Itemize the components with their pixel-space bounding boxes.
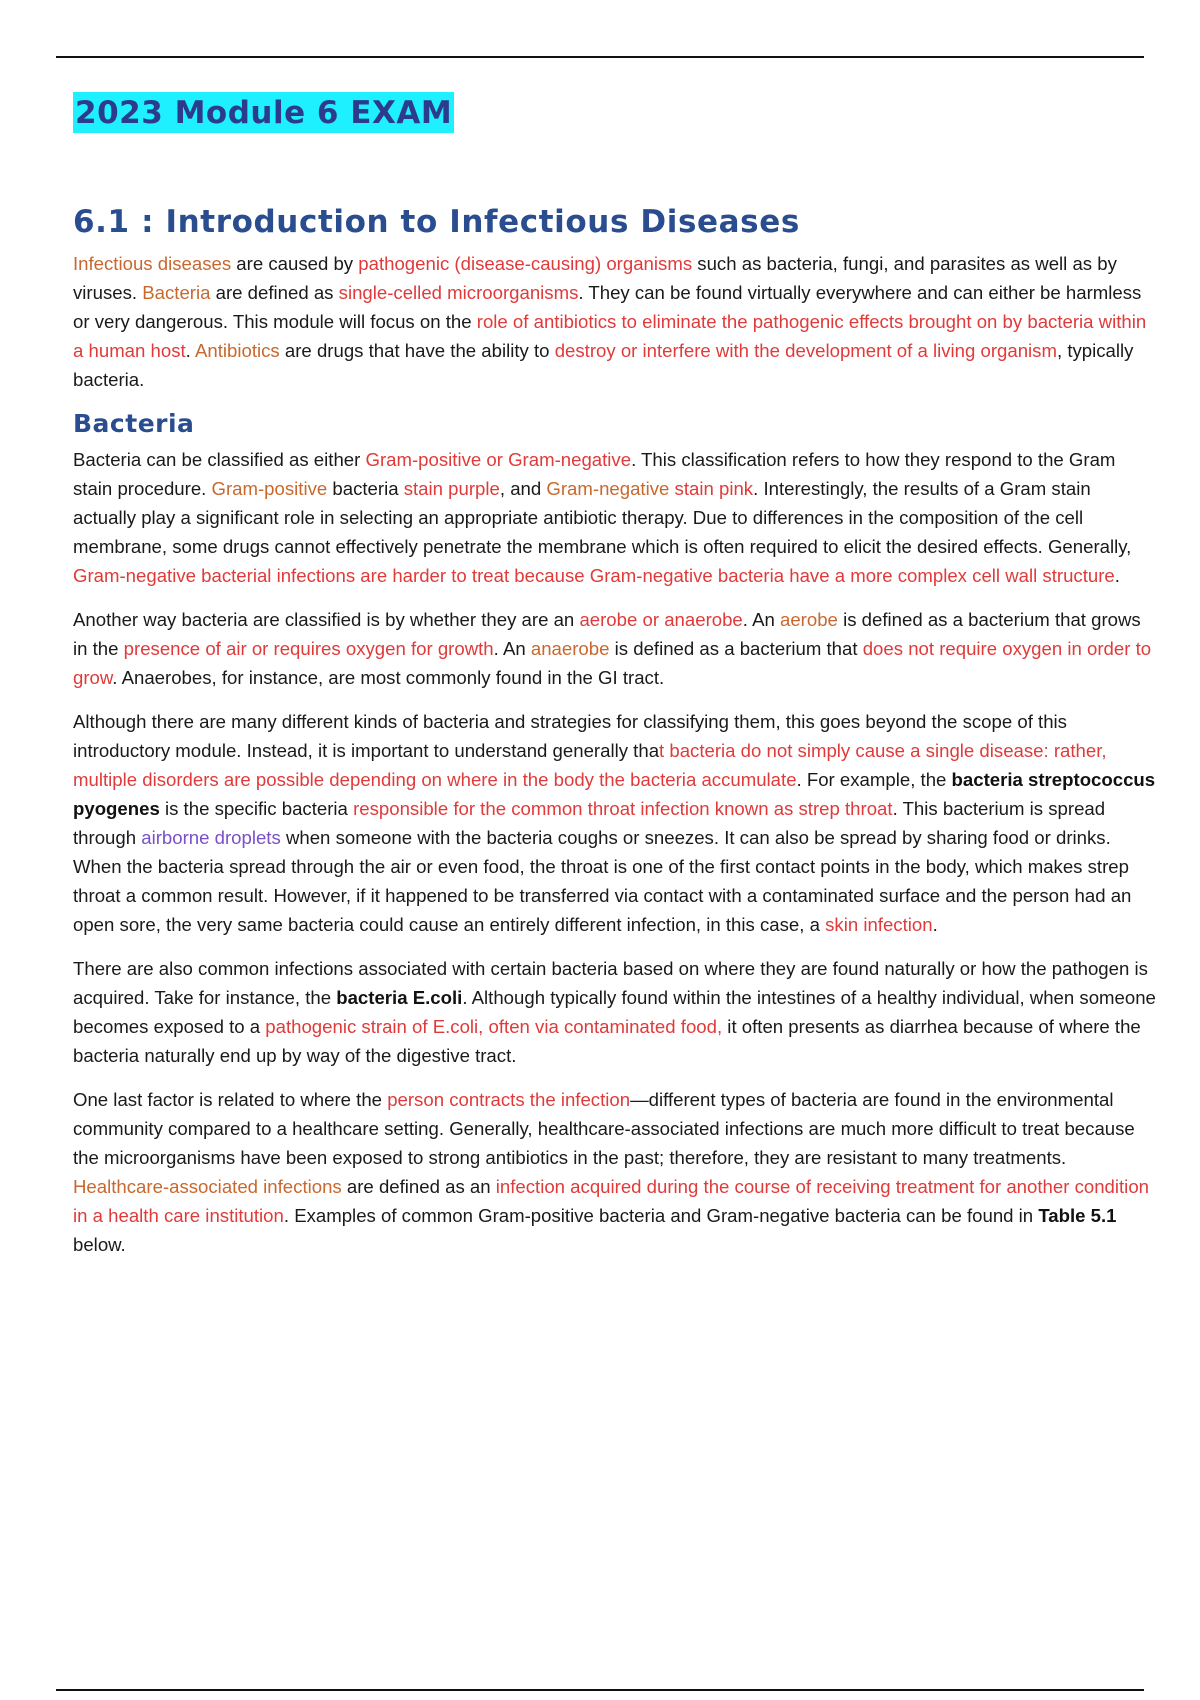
highlighted-term: Gram-positive or Gram-negative — [365, 449, 632, 470]
exam-title: 2023 Module 6 EXAM — [73, 92, 454, 133]
gram-stain-paragraph — [73, 445, 1158, 590]
bold-term: bacteria streptococcus pyogenes — [73, 769, 1156, 819]
text-run: . — [932, 914, 938, 935]
highlighted-term: t bacteria do not simply cause a single disease: rather, multiple disorders are possible depending on where in the body the bacteria accumulate — [73, 740, 1107, 790]
highlighted-term: person contracts the infection — [387, 1089, 631, 1110]
text-run: . This classification refers to how they respond to the Gram stain procedure. — [73, 449, 1116, 499]
text-run: is the specific bacteria — [159, 798, 354, 819]
highlighted-term: Gram-negative bacterial infections are harder to treat because Gram-negative bacteria have a more complex cell wall structure — [73, 565, 1115, 586]
text-run: . This bacterium is spread through — [73, 798, 1106, 848]
highlighted-term: Infectious diseases — [73, 253, 232, 274]
highlighted-term: skin infection — [825, 914, 933, 935]
text-run: . — [185, 340, 195, 361]
aerobe-paragraph — [73, 605, 1158, 692]
bottom-rule — [56, 1689, 1144, 1691]
text-run: . — [1114, 565, 1120, 586]
highlighted-term: pathogenic strain of E.coli, often via contaminated food, — [265, 1016, 723, 1037]
highlighted-term: single-celled microorganisms — [338, 282, 579, 303]
text-run: . Examples of common Gram-positive bacteria and Gram-negative bacteria can be found in — [283, 1205, 1039, 1226]
bacteria-heading: Bacteria — [73, 409, 195, 438]
highlighted-term: aerobe or anaerobe — [579, 609, 743, 630]
highlighted-term: infection acquired during the course of receiving treatment for another condition in a health care institution — [73, 1176, 1149, 1226]
text-run: Another way bacteria are classified is by whether they are an — [73, 609, 580, 630]
text-run: . An — [493, 638, 531, 659]
text-run: is defined as a bacterium that — [609, 638, 863, 659]
text-run: it often presents as diarrhea because of where the bacteria naturally end up by way of the digestive tract. — [73, 1016, 1141, 1066]
highlighted-term: pathogenic (disease-causing) organisms — [358, 253, 693, 274]
highlighted-term: does not require oxygen in order to grow — [73, 638, 1152, 688]
highlighted-term: stain purple — [403, 478, 500, 499]
text-run: is defined as a bacterium that grows in the — [73, 609, 1141, 659]
bold-term: bacteria E.coli — [336, 987, 463, 1008]
text-run: There are also common infections associated with certain bacteria based on where they are found naturally or how the pathogen is acquired. Take for instance, the — [73, 958, 1148, 1008]
text-run: bacteria — [327, 478, 404, 499]
text-run: . For example, the — [796, 769, 952, 790]
text-run: . They can be found virtually everywhere and can either be harmless or very dangerous. This module will focus on the — [73, 282, 1142, 332]
text-run: , typically bacteria. — [73, 340, 1134, 390]
text-run: are defined as an — [341, 1176, 496, 1197]
highlighted-term: aerobe — [780, 609, 838, 630]
highlighted-term: Bacteria — [142, 282, 211, 303]
highlighted-term: anaerobe — [530, 638, 610, 659]
highlighted-term: presence of air or requires oxygen for growth — [123, 638, 494, 659]
highlighted-term: Antibiotics — [194, 340, 280, 361]
strep-paragraph — [73, 707, 1158, 939]
highlighted-term: airborne droplets — [141, 827, 281, 848]
highlighted-term: role of antibiotics to eliminate the pathogenic effects brought on by bacteria within a human host — [73, 311, 1147, 361]
text-run: . Although typically found within the intestines of a healthy individual, when someone becomes exposed to a — [73, 987, 1156, 1037]
text-run: such as bacteria, fungi, and parasites as well as by viruses. — [73, 253, 1117, 303]
top-rule — [56, 56, 1144, 58]
highlighted-term: Gram-negative — [546, 478, 670, 499]
text-run: are drugs that have the ability to — [279, 340, 555, 361]
document-body — [73, 92, 1158, 1274]
text-run: Although there are many different kinds of bacteria and strategies for classifying them, this goes beyond the scope of this introductory module. Instead, it is important to understand generally tha — [73, 711, 1067, 761]
text-run: —different types of bacteria are found in the environmental community compared to a healthcare setting. Generally, healthcare-associated infections are much more difficult to treat because the microorganisms have been exposed to strong antibiotics in the past; therefore, they are resistant to many treatments. — [73, 1089, 1135, 1168]
section-title: 6.1 : Introduction to Infectious Diseases — [73, 204, 800, 240]
text-run: when someone with the bacteria coughs or sneezes. It can also be spread by sharing food or drinks. When the bacteria spread through the air or even food, the throat is one of the first contact points in the body, which makes strep throat a common result. However, if it happened to be transferred via contact with a contaminated surface and the person had an open sore, the very same bacteria could cause an entirely different infection, in this case, a — [73, 827, 1132, 935]
text-run: , and — [499, 478, 547, 499]
highlighted-term: Gram-positive — [211, 478, 328, 499]
highlighted-term: stain pink — [674, 478, 754, 499]
text-run: are defined as — [210, 282, 339, 303]
text-run: are caused by — [231, 253, 359, 274]
text-run: . Interestingly, the results of a Gram stain actually play a significant role in selecting an appropriate antibiotic therapy. Due to differences in the composition of the cell membrane, some drugs cannot effectively penetrate the membrane which is often required to elicit the desired effects. Generally, — [73, 478, 1132, 557]
highlighted-term: Healthcare-associated infections — [73, 1176, 342, 1197]
healthcare-paragraph — [73, 1085, 1158, 1259]
text-run: below. — [73, 1234, 126, 1255]
highlighted-term: responsible for the common throat infection known as strep throat — [353, 798, 893, 819]
ecoli-paragraph — [73, 954, 1158, 1070]
highlighted-term: destroy or interfere with the development of a living organism — [554, 340, 1057, 361]
text-run: One last factor is related to where the — [73, 1089, 388, 1110]
intro-paragraph — [73, 249, 1158, 394]
bold-term: Table 5.1 — [1038, 1205, 1117, 1226]
text-run: Bacteria can be classified as either — [73, 449, 366, 470]
text-run: . An — [742, 609, 780, 630]
text-run: . Anaerobes, for instance, are most commonly found in the GI tract. — [112, 667, 665, 688]
